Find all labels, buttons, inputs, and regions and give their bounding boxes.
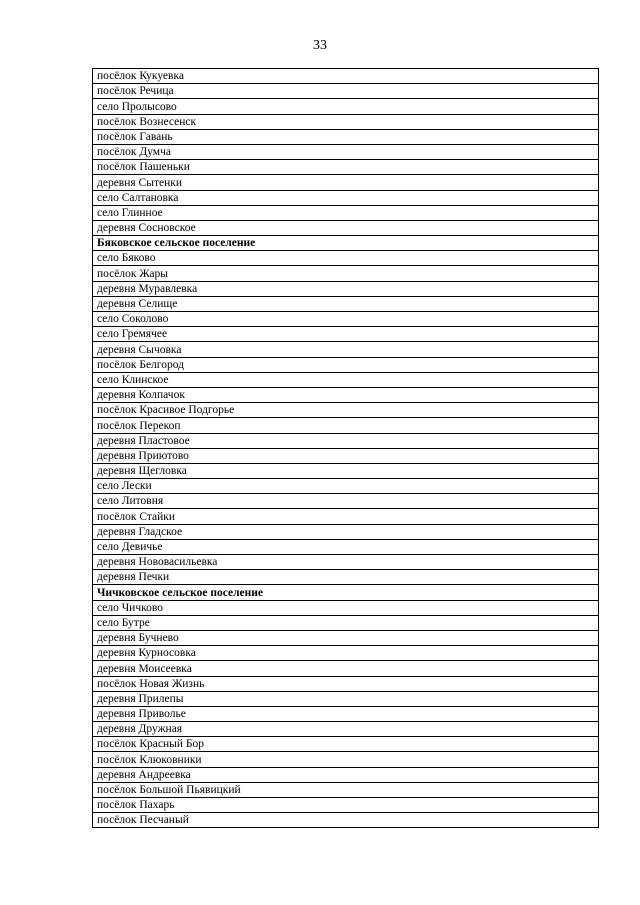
table-row (93, 722, 599, 737)
table-row (93, 266, 599, 281)
table-row (93, 190, 599, 205)
table-row (93, 737, 599, 752)
settlement-name-cell: деревня Пластовое (93, 433, 599, 448)
section-header-cell: Чичковское сельское поселение (93, 585, 599, 600)
settlement-name-cell: село Глинное (93, 205, 599, 220)
settlement-name-cell: деревня Гладское (93, 524, 599, 539)
settlement-name-cell: деревня Приволье (93, 706, 599, 721)
table-row (93, 251, 599, 266)
table-row (93, 463, 599, 478)
table-row (93, 524, 599, 539)
settlement-name-cell: село Бутре (93, 615, 599, 630)
settlement-name-cell: посёлок Белгород (93, 357, 599, 372)
table-row (93, 387, 599, 402)
settlement-name-cell: село Лески (93, 479, 599, 494)
settlement-name-cell: посёлок Песчаный (93, 813, 599, 828)
settlement-name-cell: село Девичье (93, 539, 599, 554)
table-row (93, 433, 599, 448)
settlement-name-cell: деревня Курносовка (93, 646, 599, 661)
table-row (93, 296, 599, 311)
settlement-name-cell: село Чичково (93, 600, 599, 615)
settlement-name-cell: село Гремячее (93, 327, 599, 342)
page-number: 33 (313, 38, 327, 53)
settlement-name-cell: село Бяково (93, 251, 599, 266)
table-row (93, 69, 599, 84)
settlement-name-cell: посёлок Новая Жизнь (93, 676, 599, 691)
table-row (93, 555, 599, 570)
table-row (93, 327, 599, 342)
settlement-name-cell: посёлок Кукуевка (93, 69, 599, 84)
table-row (93, 312, 599, 327)
table-row (93, 676, 599, 691)
settlement-name-cell: деревня Дружная (93, 722, 599, 737)
table-row (93, 129, 599, 144)
settlement-name-cell: посёлок Красный Бор (93, 737, 599, 752)
table-row (93, 600, 599, 615)
settlement-name-cell: деревня Андреевка (93, 767, 599, 782)
settlement-name-cell: село Салтановка (93, 190, 599, 205)
settlement-name-cell: посёлок Пашеньки (93, 160, 599, 175)
settlement-name-cell: деревня Селище (93, 296, 599, 311)
section-header-cell: Бяковское сельское поселение (93, 236, 599, 251)
settlements-table-body (93, 69, 599, 828)
table-row (93, 630, 599, 645)
settlements-table (92, 68, 599, 828)
settlement-name-cell: деревня Сытенки (93, 175, 599, 190)
table-row (93, 281, 599, 296)
table-row (93, 403, 599, 418)
settlement-name-cell: посёлок Красивое Подгорье (93, 403, 599, 418)
table-row (93, 661, 599, 676)
table-row (93, 615, 599, 630)
settlement-name-cell: село Литовня (93, 494, 599, 509)
settlement-name-cell: село Клинское (93, 372, 599, 387)
table-row (93, 539, 599, 554)
settlement-name-cell: село Соколово (93, 312, 599, 327)
table-row (93, 494, 599, 509)
settlement-name-cell: село Пролысово (93, 99, 599, 114)
settlement-name-cell: посёлок Жары (93, 266, 599, 281)
table-row (93, 646, 599, 661)
table-row (93, 813, 599, 828)
table-row (93, 372, 599, 387)
section-header-row (93, 236, 599, 251)
table-row (93, 144, 599, 159)
table-row (93, 342, 599, 357)
settlement-name-cell: деревня Печки (93, 570, 599, 585)
settlement-name-cell: деревня Сычовка (93, 342, 599, 357)
table-row (93, 509, 599, 524)
settlement-name-cell: деревня Моисеевка (93, 661, 599, 676)
settlement-name-cell: деревня Нововасильевка (93, 555, 599, 570)
settlement-name-cell: посёлок Вознесенск (93, 114, 599, 129)
settlement-name-cell: посёлок Пахарь (93, 798, 599, 813)
settlement-name-cell: деревня Колпачок (93, 387, 599, 402)
table-row (93, 84, 599, 99)
table-row (93, 448, 599, 463)
table-row (93, 99, 599, 114)
settlement-name-cell: деревня Приютово (93, 448, 599, 463)
settlement-name-cell: посёлок Клюковники (93, 752, 599, 767)
section-header-row (93, 585, 599, 600)
settlement-name-cell: посёлок Гавань (93, 129, 599, 144)
table-row (93, 357, 599, 372)
settlement-name-cell: деревня Бучнево (93, 630, 599, 645)
table-row (93, 752, 599, 767)
settlement-name-cell: деревня Прилепы (93, 691, 599, 706)
table-row (93, 418, 599, 433)
settlement-name-cell: посёлок Стайки (93, 509, 599, 524)
table-row (93, 114, 599, 129)
table-row (93, 205, 599, 220)
table-row (93, 706, 599, 721)
settlement-name-cell: посёлок Думча (93, 144, 599, 159)
table-row (93, 691, 599, 706)
table-row (93, 767, 599, 782)
settlement-name-cell: посёлок Большой Пьявицкий (93, 782, 599, 797)
table-row (93, 570, 599, 585)
table-row (93, 160, 599, 175)
table-row (93, 782, 599, 797)
table-row (93, 220, 599, 235)
settlement-name-cell: посёлок Перекоп (93, 418, 599, 433)
settlement-name-cell: деревня Щегловка (93, 463, 599, 478)
table-row (93, 479, 599, 494)
table-row (93, 798, 599, 813)
settlement-name-cell: деревня Сосновское (93, 220, 599, 235)
settlement-name-cell: деревня Муравлевка (93, 281, 599, 296)
settlement-name-cell: посёлок Речица (93, 84, 599, 99)
table-row (93, 175, 599, 190)
